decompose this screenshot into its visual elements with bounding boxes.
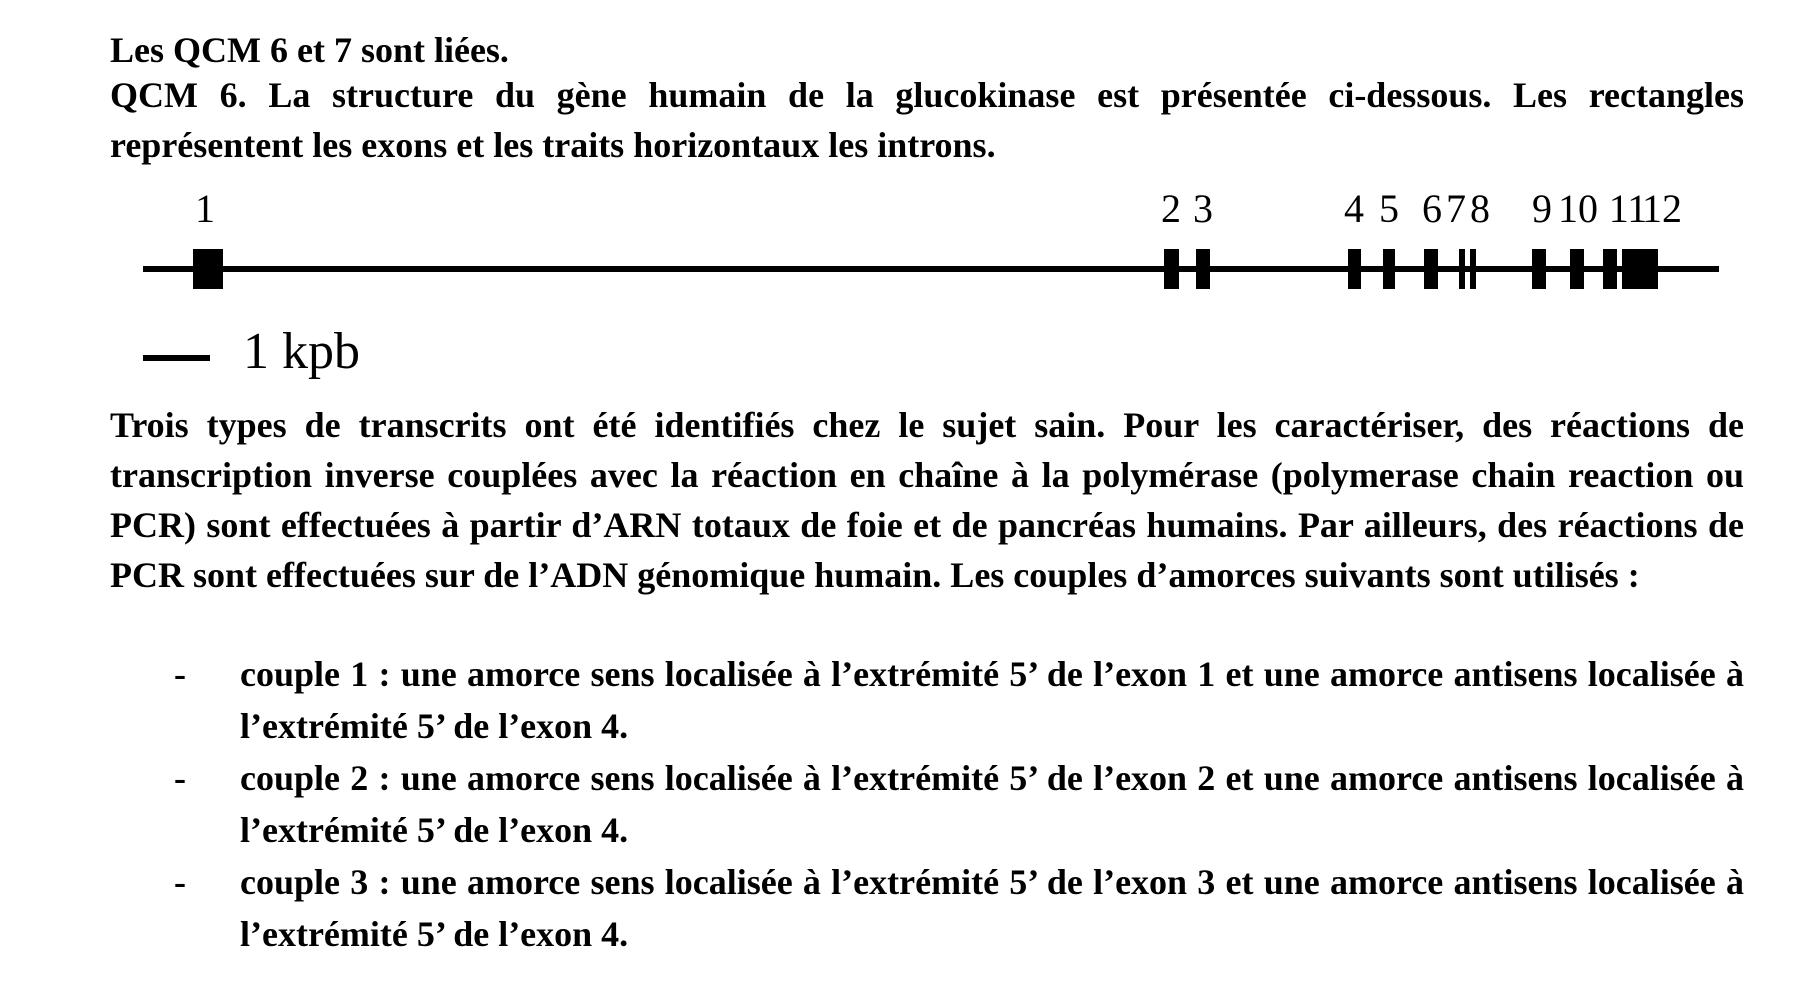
exon-3 xyxy=(1196,249,1210,289)
exon-7 xyxy=(1459,249,1465,289)
exon-label-2: 2 xyxy=(1161,190,1181,231)
exon-label-7: 7 xyxy=(1446,190,1466,231)
scale-bar-label: 1 kpb xyxy=(243,323,360,380)
exon-label-12: 12 xyxy=(1642,190,1682,231)
exon-label-5: 5 xyxy=(1379,190,1399,231)
exon-label-1: 1 xyxy=(195,190,215,231)
list-item-text: couple 1 : une amorce sens localisée à l’extrémité 5’ de l’exon 1 et une amorce antisens localisée à l’extrémité 5’ de l’exon 4. xyxy=(240,654,1744,746)
exon-label-9: 9 xyxy=(1532,190,1552,231)
exon-1 xyxy=(193,249,223,289)
list-item-text: couple 3 : une amorce sens localisée à l’extrémité 5’ de l’exon 3 et une amorce antisens localisée à l’extrémité 5’ de l’exon 4. xyxy=(240,862,1744,954)
exon-12 xyxy=(1622,249,1658,289)
exon-label-11: 11 xyxy=(1608,190,1648,231)
exon-9 xyxy=(1532,249,1546,289)
list-item-text: couple 2 : une amorce sens localisée à l’extrémité 5’ de l’exon 2 et une amorce antisens localisée à l’extrémité 5’ de l’exon 4. xyxy=(240,758,1744,850)
exon-5 xyxy=(1383,249,1395,289)
list-bullet: - xyxy=(174,862,186,902)
intron-line xyxy=(143,266,1719,272)
list-bullet: - xyxy=(174,758,186,798)
list-item xyxy=(110,752,1744,856)
body-paragraph: Trois types de transcrits ont été identifiés chez le sujet sain. Pour les caractériser, des réactions de transcription inverse couplées avec la réaction en chaîne à la polymérase (polymerase chain reaction ou PCR) sont effectuées à partir d’ARN totaux de foie et de pancréas humains. Par ailleurs, des réactions de PCR sont effectuées sur de l’ADN génomique humain. Les couples d’amorces suivants sont utilisés : xyxy=(110,405,1744,595)
intro-line: Les QCM 6 et 7 sont liées. xyxy=(110,30,509,70)
exon-11 xyxy=(1603,249,1617,289)
scale-bar xyxy=(143,355,210,361)
list-bullet: - xyxy=(174,654,186,694)
list-item xyxy=(110,648,1744,752)
primer-pairs-list xyxy=(110,648,1744,960)
exon-label-4: 4 xyxy=(1344,190,1364,231)
exon-2 xyxy=(1164,249,1179,289)
exon-label-10: 10 xyxy=(1558,190,1598,231)
exon-label-3: 3 xyxy=(1193,190,1213,231)
gene-structure-diagram xyxy=(0,190,1804,300)
exon-4 xyxy=(1348,249,1361,289)
exon-8 xyxy=(1470,249,1476,289)
exon-label-8: 8 xyxy=(1470,190,1490,231)
list-item xyxy=(110,856,1744,960)
exon-label-6: 6 xyxy=(1422,190,1442,231)
exon-10 xyxy=(1570,249,1584,289)
exon-6 xyxy=(1424,249,1438,289)
question-title: QCM 6. La structure du gène humain de la glucokinase est présentée ci-dessous. Les rectangles représentent les exons et les traits horizontaux les introns. xyxy=(110,75,1744,165)
